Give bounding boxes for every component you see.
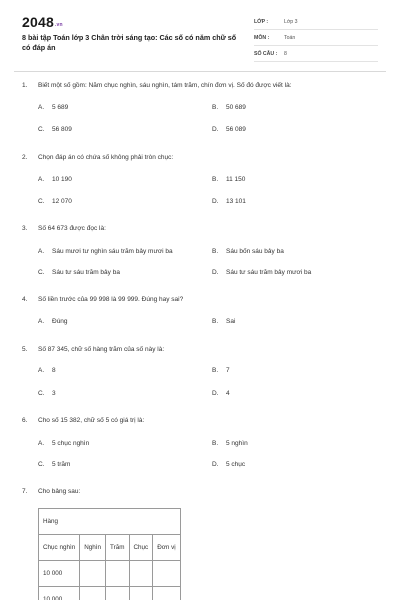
option-text: 12 070 bbox=[52, 198, 72, 205]
option-d[interactable] bbox=[212, 198, 246, 205]
table-row bbox=[39, 587, 181, 600]
place-value-table bbox=[38, 508, 181, 600]
meta-value: Toán bbox=[284, 34, 296, 41]
option-letter: C. bbox=[38, 461, 45, 468]
question-number: 3. bbox=[22, 225, 28, 232]
table-header-cell: Trăm bbox=[106, 535, 129, 561]
option-letter: B. bbox=[212, 318, 219, 325]
site-logo[interactable] bbox=[22, 14, 63, 30]
meta-value: Lớp 3 bbox=[284, 18, 298, 25]
meta-row-count bbox=[254, 46, 378, 62]
option-text: 8 bbox=[52, 367, 56, 374]
question-number: 7. bbox=[22, 488, 28, 495]
document-title: 8 bài tập Toán lớp 3 Chân trời sáng tạo: Các số có năm chữ số có đáp án bbox=[22, 33, 237, 52]
table-cell bbox=[129, 561, 153, 587]
question-number: 5. bbox=[22, 346, 28, 353]
option-text: Sáu bốn sáu bảy ba bbox=[226, 248, 284, 255]
option-d[interactable] bbox=[212, 390, 230, 397]
table-cell bbox=[106, 561, 129, 587]
question-text: Cho bảng sau: bbox=[38, 488, 81, 495]
option-letter: D. bbox=[212, 390, 219, 397]
option-b[interactable] bbox=[212, 440, 248, 447]
table-cell bbox=[153, 561, 180, 587]
meta-key: MÔN : bbox=[254, 34, 270, 41]
table-header-cell: Chục bbox=[129, 535, 153, 561]
option-letter: C. bbox=[38, 126, 45, 133]
option-letter: C. bbox=[38, 390, 45, 397]
option-b[interactable] bbox=[212, 176, 245, 183]
meta-key: SỐ CÂU : bbox=[254, 50, 278, 57]
table-cell: 10 000 bbox=[39, 561, 80, 587]
option-a[interactable] bbox=[38, 367, 56, 374]
option-text: 5 nghìn bbox=[226, 440, 248, 447]
option-text: 11 150 bbox=[226, 176, 246, 183]
option-c[interactable] bbox=[38, 269, 120, 276]
option-letter: B. bbox=[212, 367, 219, 374]
option-c[interactable] bbox=[38, 198, 72, 205]
header-divider bbox=[14, 71, 386, 72]
option-letter: A. bbox=[38, 440, 45, 447]
question-number: 2. bbox=[22, 154, 28, 161]
option-letter: B. bbox=[212, 440, 219, 447]
option-text: Đúng bbox=[52, 318, 68, 325]
option-c[interactable] bbox=[38, 461, 70, 468]
question-text: Chọn đáp án có chứa số không phải tròn chục: bbox=[38, 154, 174, 161]
option-d[interactable] bbox=[212, 126, 246, 133]
question-number: 1. bbox=[22, 82, 28, 89]
option-letter: B. bbox=[212, 248, 219, 255]
table-row bbox=[39, 561, 181, 587]
document-header bbox=[0, 0, 400, 68]
table-header-cell: Đơn vị bbox=[153, 535, 180, 561]
option-text: 56 809 bbox=[52, 126, 72, 133]
option-text: 56 089 bbox=[226, 126, 246, 133]
option-a[interactable] bbox=[38, 248, 173, 255]
option-letter: D. bbox=[212, 126, 219, 133]
question-text: Số 64 673 được đọc là: bbox=[38, 225, 106, 232]
option-text: Sáu tư sáu trăm bảy mươi ba bbox=[226, 269, 312, 276]
option-c[interactable] bbox=[38, 390, 56, 397]
table-cell bbox=[153, 587, 180, 600]
option-letter: B. bbox=[212, 176, 219, 183]
option-b[interactable] bbox=[212, 248, 284, 255]
question-text: Số 87 345, chữ số hàng trăm của số này là: bbox=[38, 346, 165, 353]
option-text: 4 bbox=[226, 390, 230, 397]
option-text: 13 101 bbox=[226, 198, 246, 205]
option-letter: A. bbox=[38, 176, 45, 183]
table-cell bbox=[129, 587, 153, 600]
option-text: 50 689 bbox=[226, 104, 246, 111]
table-header-top-row bbox=[39, 509, 181, 535]
option-letter: D. bbox=[212, 461, 219, 468]
meta-row-subject bbox=[254, 30, 378, 46]
option-letter: C. bbox=[38, 269, 45, 276]
option-a[interactable] bbox=[38, 440, 89, 447]
logo-suffix: .vn bbox=[54, 22, 63, 28]
table-header-row bbox=[39, 535, 181, 561]
question-text: Cho số 15 382, chữ số 5 có giá trị là: bbox=[38, 417, 145, 424]
option-b[interactable] bbox=[212, 367, 230, 374]
document-meta bbox=[254, 14, 378, 62]
table-header-cell: Nghìn bbox=[80, 535, 106, 561]
option-text: Sáu tư sáu trăm bảy ba bbox=[52, 269, 120, 276]
option-text: Sai bbox=[226, 318, 236, 325]
option-c[interactable] bbox=[38, 126, 72, 133]
question-number: 4. bbox=[22, 296, 28, 303]
option-text: 5 trăm bbox=[52, 461, 71, 468]
option-a[interactable] bbox=[38, 318, 68, 325]
option-b[interactable] bbox=[212, 104, 246, 111]
option-text: 3 bbox=[52, 390, 56, 397]
option-text: Sáu mươi tư nghìn sáu trăm bảy mươi ba bbox=[52, 248, 173, 255]
table-header-cell: Chục nghìn bbox=[39, 535, 80, 561]
option-text: 10 190 bbox=[52, 176, 72, 183]
option-letter: D. bbox=[212, 198, 219, 205]
option-letter: D. bbox=[212, 269, 219, 276]
option-text: 7 bbox=[226, 367, 230, 374]
table-cell: 10 000 bbox=[39, 587, 80, 600]
option-text: 5 chục bbox=[226, 461, 246, 468]
meta-row-grade bbox=[254, 14, 378, 30]
option-letter: B. bbox=[212, 104, 219, 111]
option-text: 5 689 bbox=[52, 104, 69, 111]
meta-key: LỚP : bbox=[254, 18, 269, 25]
option-d[interactable] bbox=[212, 269, 311, 276]
meta-value: 8 bbox=[284, 50, 287, 57]
option-letter: C. bbox=[38, 198, 45, 205]
option-d[interactable] bbox=[212, 461, 245, 468]
table-cell bbox=[106, 587, 129, 600]
option-a[interactable] bbox=[38, 104, 68, 111]
option-b[interactable] bbox=[212, 318, 235, 325]
option-text: 5 chục nghìn bbox=[52, 440, 90, 447]
question-text: Số liền trước của 99 998 là 99 999. Đúng hay sai? bbox=[38, 296, 184, 303]
table-cell bbox=[80, 587, 106, 600]
table-header-top: Hàng bbox=[39, 509, 181, 535]
logo-text: 2048 bbox=[22, 14, 54, 30]
question-number: 6. bbox=[22, 417, 28, 424]
table-cell bbox=[80, 561, 106, 587]
option-letter: A. bbox=[38, 248, 45, 255]
option-letter: A. bbox=[38, 367, 45, 374]
option-letter: A. bbox=[38, 318, 45, 325]
option-a[interactable] bbox=[38, 176, 72, 183]
option-letter: A. bbox=[38, 104, 45, 111]
question-text: Biết một số gồm: Năm chục nghìn, sáu nghìn, tám trăm, chín đơn vị. Số đó được viết là: bbox=[38, 82, 292, 89]
